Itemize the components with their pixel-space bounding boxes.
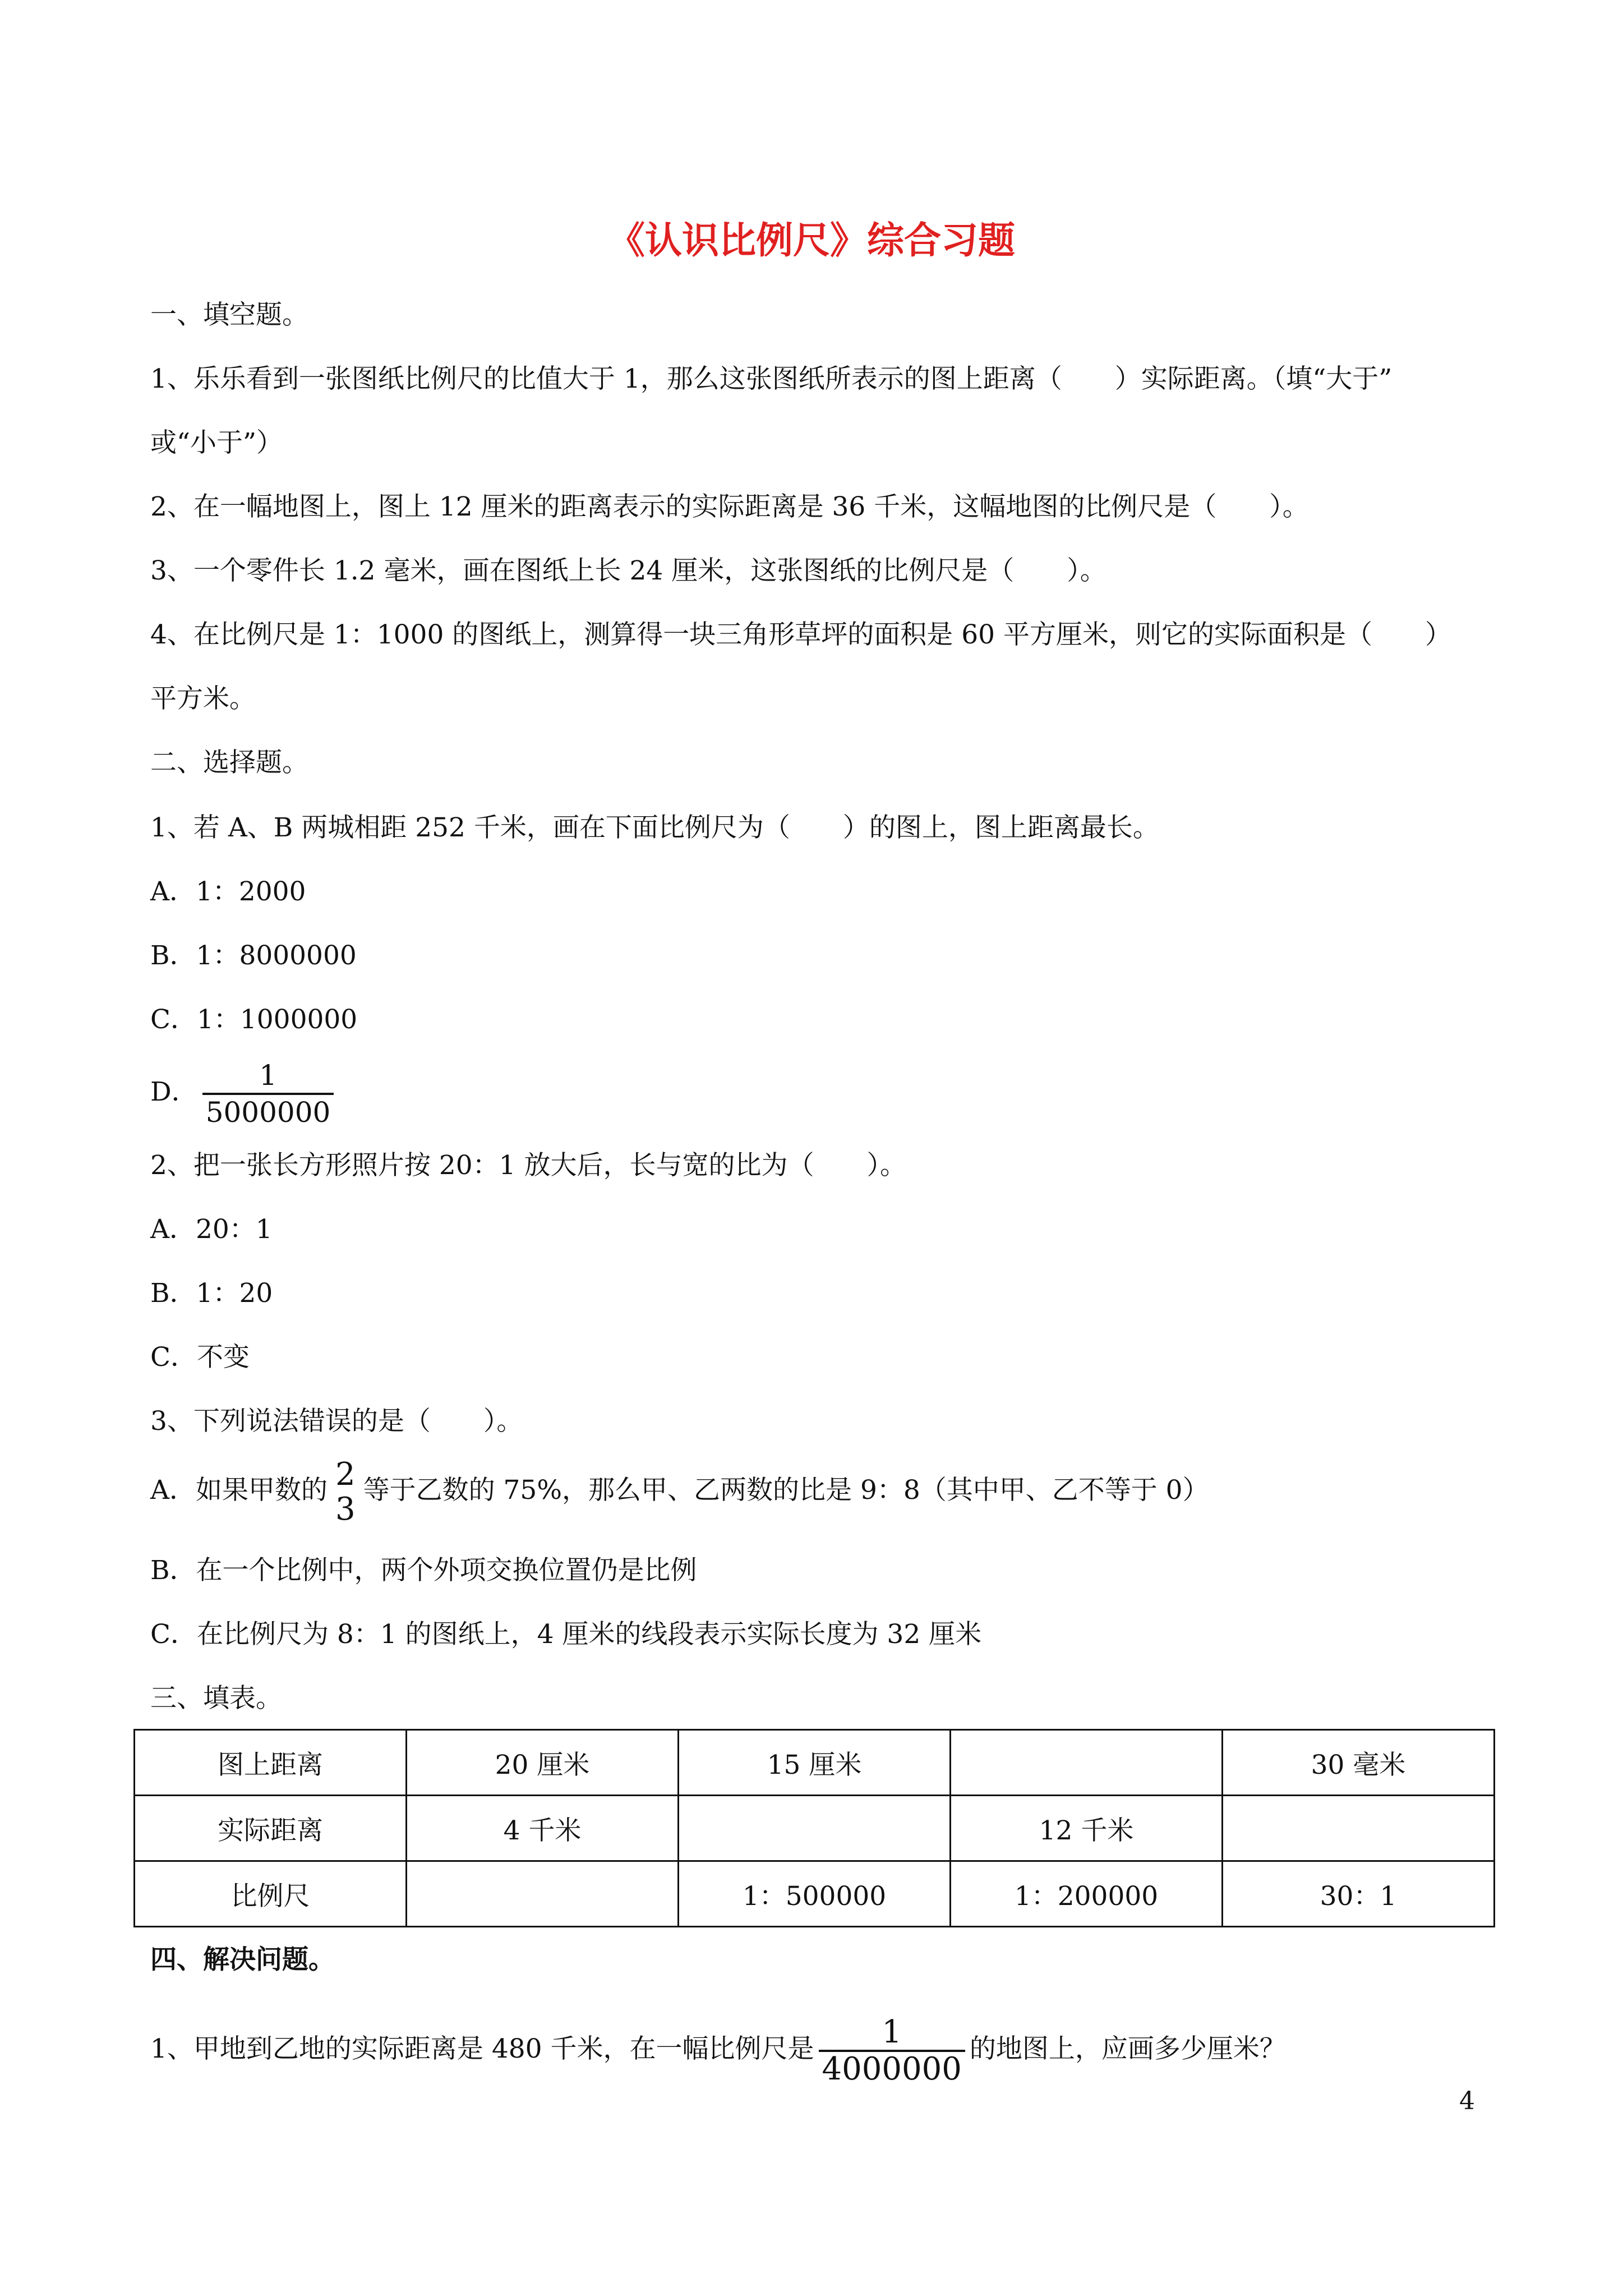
table-cell: 12 千米 — [951, 1796, 1223, 1861]
sec2-q1-option-c: C．1：1000000 — [150, 1004, 358, 1035]
fraction-numerator: 2 — [335, 1456, 356, 1493]
sec4-q1-suffix: 的地图上，应画多少厘米？ — [969, 2033, 1286, 2064]
sec2-q2-option-a: A．20：1 — [150, 1214, 273, 1245]
sec2-q2-option-c: C．不变 — [150, 1342, 250, 1373]
table-row — [135, 1861, 1495, 1927]
sec1-q3: 3、一个零件长 1.2 毫米，画在图纸上长 24 厘米，这张图纸的比例尺是（ ）。 — [150, 555, 1106, 586]
sec2-q3-option-c: C．在比例尺为 8：1 的图纸上，4 厘米的线段表示实际长度为 32 厘米 — [150, 1619, 982, 1650]
fraction-two-thirds — [332, 1457, 359, 1527]
section-heading-solve: 四、解决问题。 — [150, 1944, 335, 1975]
section-heading-fill-in: 一、填空题。 — [150, 300, 308, 330]
sec2-q1-option-d — [150, 1058, 338, 1130]
table-cell — [407, 1861, 679, 1927]
sec1-q2: 2、在一幅地图上，图上 12 厘米的距离表示的实际距离是 36 千米，这幅地图的比例尺是（ ）。 — [150, 491, 1309, 522]
sec2-q2: 2、把一张长方形照片按 20：1 放大后，长与宽的比为（ ）。 — [150, 1150, 906, 1181]
fraction-one-five-million — [202, 1058, 334, 1130]
sec2-q3-option-a — [150, 1457, 1209, 1527]
option-a-suffix: 等于乙数的 75%，那么甲、乙两数的比是 9：8（其中甲、乙不等于 0） — [363, 1475, 1209, 1506]
fraction-numerator: 1 — [259, 1059, 277, 1092]
table-cell: 图上距离 — [135, 1730, 407, 1796]
table-cell: 4 千米 — [407, 1796, 679, 1861]
fraction-numerator: 1 — [882, 2014, 902, 2050]
table-cell: 30：1 — [1223, 1861, 1495, 1927]
fraction-denominator: 3 — [335, 1491, 356, 1527]
sec2-q1-option-a: A．1：2000 — [150, 876, 306, 907]
table-cell — [679, 1796, 951, 1861]
sec2-q3: 3、下列说法错误的是（ ）。 — [150, 1406, 523, 1437]
table-cell: 30 毫米 — [1223, 1730, 1495, 1796]
table-cell — [951, 1730, 1223, 1796]
sec1-q4-line1: 4、在比例尺是 1：1000 的图纸上，测算得一块三角形草坪的面积是 60 平方厘米，则它的实际面积是（ ） — [150, 619, 1451, 650]
table-cell: 15 厘米 — [679, 1730, 951, 1796]
sec2-q2-option-b: B．1：20 — [150, 1278, 273, 1309]
table-cell: 1：500000 — [679, 1861, 951, 1927]
sec2-q1-option-b: B．1：8000000 — [150, 940, 357, 971]
table-row — [135, 1730, 1495, 1796]
sec1-q1-line2: 或“小于”） — [150, 427, 283, 458]
sec4-q1-prefix: 1、甲地到乙地的实际距离是 480 千米，在一幅比例尺是 — [150, 2033, 814, 2064]
page-number: 4 — [1459, 2087, 1475, 2115]
table-cell — [1223, 1796, 1495, 1861]
sec1-q1-line1: 1、乐乐看到一张图纸比例尺的比值大于 1，那么这张图纸所表示的图上距离（ ）实际距离。（填“大于” — [150, 364, 1393, 394]
page-title: 《认识比例尺》综合习题 — [608, 218, 1015, 262]
option-a-prefix: A．如果甲数的 — [150, 1475, 328, 1506]
table-row — [135, 1796, 1495, 1861]
table-cell: 20 厘米 — [407, 1730, 679, 1796]
option-d-prefix: D． — [150, 1076, 198, 1107]
sec2-q1: 1、若 A、B 两城相距 252 千米，画在下面比例尺为（ ）的图上，图上距离最长。 — [150, 812, 1159, 843]
sec1-q4-line2: 平方米。 — [150, 683, 256, 714]
sec4-q1 — [150, 2015, 1286, 2087]
table-cell: 实际距离 — [135, 1796, 407, 1861]
section-heading-table: 三、填表。 — [150, 1683, 282, 1714]
table-cell: 比例尺 — [135, 1861, 407, 1927]
fraction-denominator: 5000000 — [202, 1093, 334, 1130]
fraction-one-four-million — [819, 2015, 965, 2087]
scale-table — [133, 1729, 1495, 1927]
sec2-q3-option-b: B．在一个比例中，两个外项交换位置仍是比例 — [150, 1555, 697, 1586]
table-cell: 1：200000 — [951, 1861, 1223, 1927]
section-heading-choice: 二、选择题。 — [150, 747, 308, 778]
fraction-denominator: 4000000 — [819, 2050, 965, 2087]
